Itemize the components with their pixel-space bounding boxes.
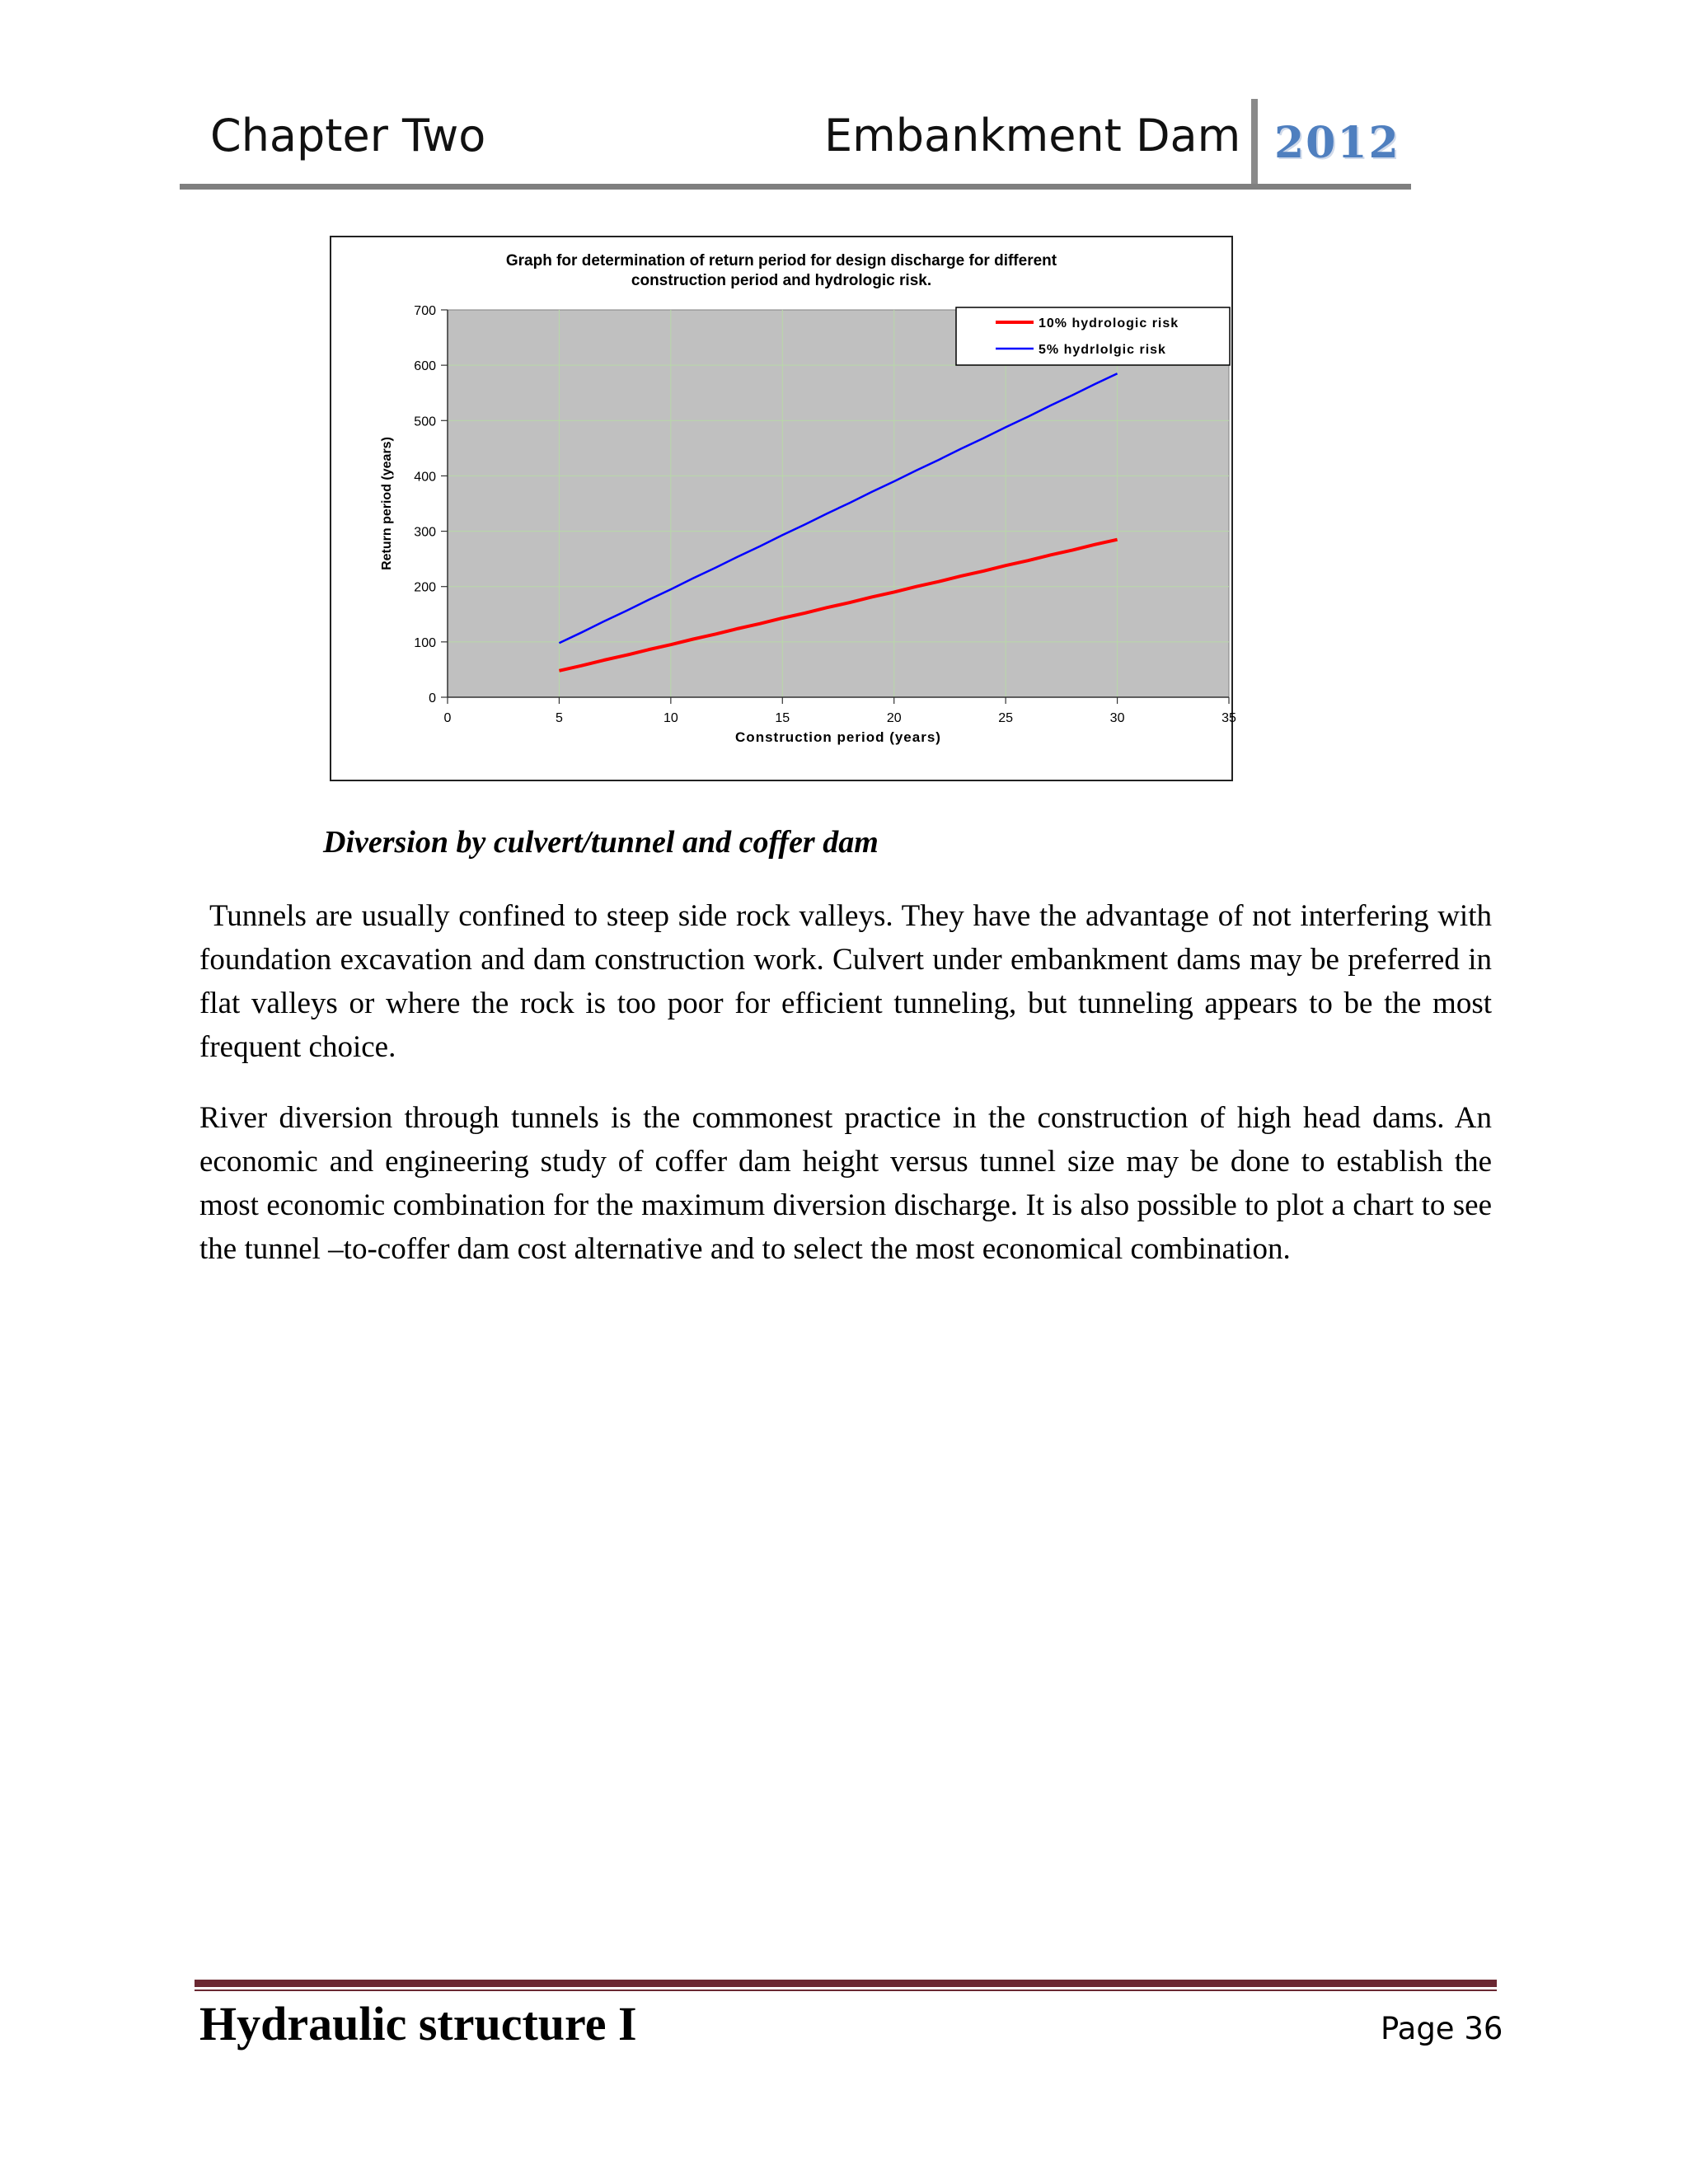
chapter-label: Chapter Two bbox=[210, 110, 486, 162]
topic-label: Embankment Dam bbox=[824, 110, 1241, 162]
year-label: 2012 bbox=[1274, 118, 1400, 168]
return-period-chart bbox=[331, 237, 1236, 780]
x-tick-label: 15 bbox=[775, 711, 790, 725]
y-tick-label: 300 bbox=[414, 525, 436, 540]
x-tick-label: 30 bbox=[1109, 711, 1125, 725]
y-axis-label: Return period (years) bbox=[380, 437, 394, 570]
footer-rule-thin bbox=[195, 1990, 1497, 1991]
x-tick-label: 5 bbox=[555, 711, 563, 725]
legend-label-10pct: 10% hydrologic risk bbox=[1039, 316, 1179, 330]
y-tick-label: 0 bbox=[429, 691, 436, 705]
footer-rule-thick bbox=[195, 1980, 1497, 1987]
y-tick-label: 100 bbox=[414, 635, 436, 650]
legend-label-5pct: 5% hydrlolgic risk bbox=[1039, 343, 1166, 357]
chart-title-line1: Graph for determination of return period for design discharge for different bbox=[505, 252, 1057, 269]
header-divider bbox=[1251, 99, 1258, 188]
chart-frame bbox=[330, 236, 1236, 781]
section-heading: Diversion by culvert/tunnel and coffer dam bbox=[323, 825, 879, 860]
x-tick-label: 0 bbox=[443, 711, 452, 725]
x-tick-label: 10 bbox=[663, 711, 678, 725]
page-number: Page 36 bbox=[1381, 2011, 1503, 2046]
plot-area bbox=[448, 310, 1229, 697]
x-tick-label: 20 bbox=[886, 711, 902, 725]
y-tick-label: 200 bbox=[414, 580, 436, 595]
y-tick-label: 700 bbox=[414, 304, 436, 318]
chart-title-line2: construction period and hydrologic risk. bbox=[631, 272, 932, 289]
y-tick-label: 400 bbox=[414, 470, 436, 485]
paragraph-tunnels: Tunnels are usually confined to steep side rock valleys. They have the advantage of not interfering with foundation excavation and dam construction work. Culvert under embankment dams may be preferred in flat valleys or where the rock is too poor for efficient tunneling, but tunneling appears to be the most frequent choice. bbox=[199, 899, 1492, 1064]
y-tick-label: 500 bbox=[414, 415, 436, 429]
course-title: Hydraulic structure I bbox=[199, 1997, 637, 2050]
paragraph-river-diversion: River diversion through tunnels is the commonest practice in the construction of high head dams. An economic and engineering study of coffer dam height versus tunnel size may be done to establish the most economic combination for the maximum diversion discharge. It is also possible to plot a chart to see the tunnel –to-coffer dam cost alternative and to select the most economical combination. bbox=[199, 1101, 1492, 1266]
x-axis-label: Construction period (years) bbox=[735, 729, 941, 745]
x-tick-label: 35 bbox=[1221, 711, 1236, 725]
y-tick-label: 600 bbox=[414, 359, 436, 374]
x-tick-label: 25 bbox=[998, 711, 1014, 725]
header-rule bbox=[180, 184, 1411, 190]
